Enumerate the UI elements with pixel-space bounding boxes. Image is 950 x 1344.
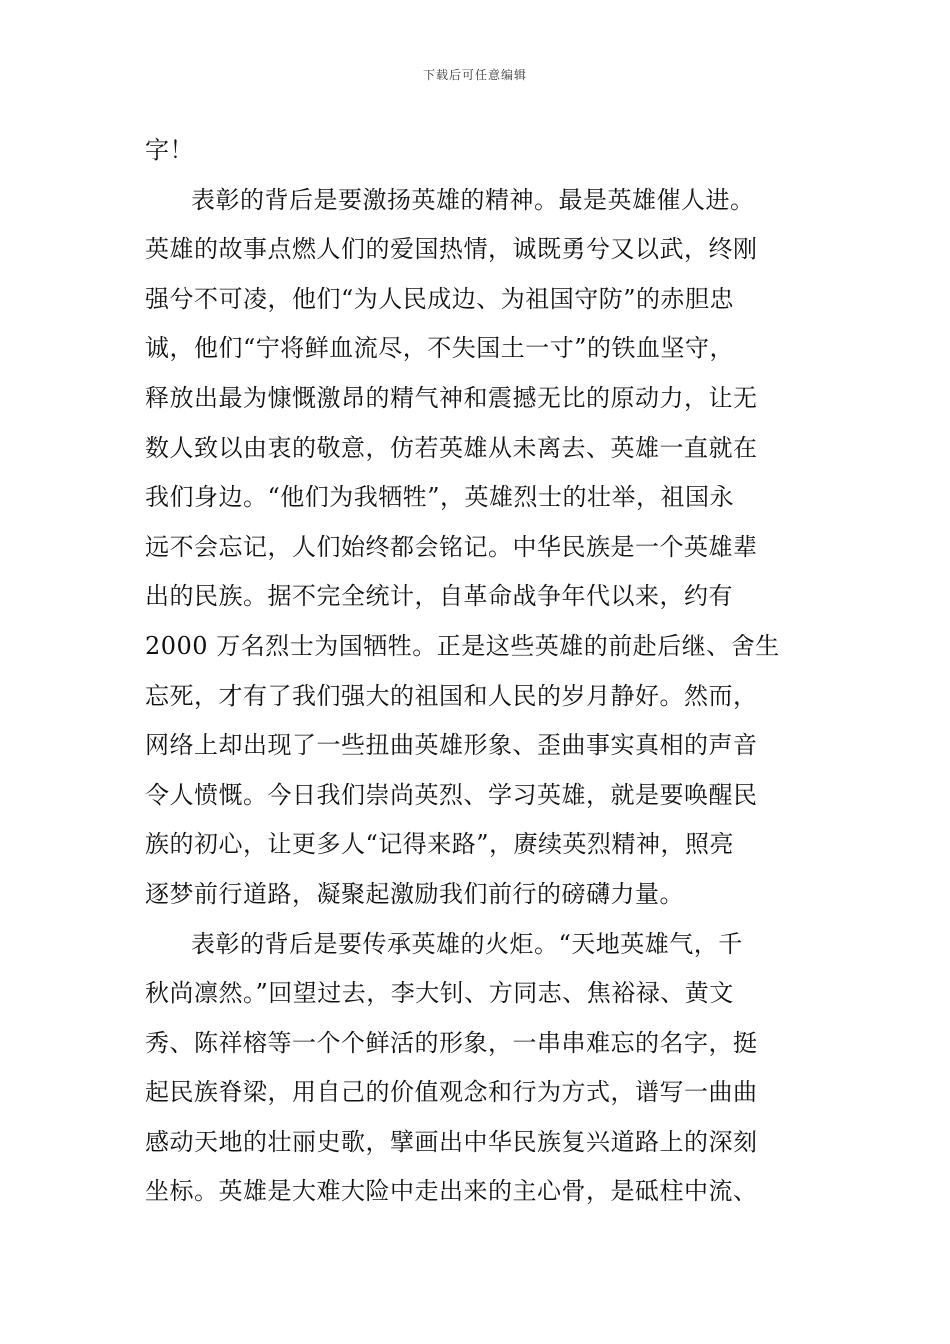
text-line: 释放出最为慷慨激昂的精气神和震撼无比的原动力，让无 [145, 383, 758, 412]
text-line: 英雄的故事点燃人们的爱国热情，诚既勇兮又以武，终刚 [145, 235, 758, 264]
text-line: 族的初心，让更多人“记得来路”，赓续英烈精神，照亮 [145, 830, 735, 859]
text-line: 我们身边。“他们为我牺牲”，英雄烈士的壮举，祖国永 [145, 483, 735, 512]
text-line: 字！ [145, 136, 194, 164]
text-line: 2000 万名烈士为国牺牲。正是这些英雄的前赴后继、舍生 [145, 631, 780, 660]
text-line: 出的民族。据不完全统计，自革命战争年代以来，约有 [145, 582, 733, 611]
text-line: 逐梦前行道路，凝聚起激励我们前行的磅礴力量。 [145, 879, 684, 908]
text-line: 数人致以由衷的敬意，仿若英雄从未离去、英雄一直就在 [145, 433, 758, 462]
text-line: 远不会忘记，人们始终都会铭记。中华民族是一个英雄辈 [145, 532, 758, 561]
paragraph-first-line: 表彰的背后是要激扬英雄的精神。最是英雄催人进。 [191, 185, 755, 214]
document-body [145, 126, 810, 1217]
text-line: 起民族脊梁，用自己的价值观念和行为方式，谱写一曲曲 [145, 1078, 758, 1107]
text-line: 感动天地的壮丽史歌，擘画出中华民族复兴道路上的深刻 [145, 1127, 758, 1156]
text-line: 秋尚凛然。”回望过去，李大钊、方同志、焦裕禄、黄文 [145, 979, 734, 1008]
text-line: 坐标。英雄是大难大险中走出来的主心骨，是砥柱中流、 [145, 1177, 758, 1206]
page-header-note: 下载后可任意编辑 [422, 68, 527, 82]
text-line: 诚，他们“宁将鲜血流尽，不失国土一寸”的铁血坚守， [145, 334, 735, 363]
text-line: 忘死，才有了我们强大的祖国和人民的岁月静好。然而， [145, 681, 758, 710]
paragraph-first-line: 表彰的背后是要传承英雄的火炬。“天地英雄气，千 [191, 929, 743, 958]
text-line: 强兮不可凌，他们“为人民成边、为祖国守防”的赤胆忠 [145, 284, 735, 313]
text-line: 秀、陈祥榕等一个个鲜活的形象，一串串难忘的名字，挺 [145, 1028, 758, 1057]
text-line: 令人愤慨。今日我们崇尚英烈、学习英雄，就是要唤醒民 [145, 780, 758, 809]
text-line: 网络上却出现了一些扭曲英雄形象、歪曲事实真相的声音 [145, 731, 758, 760]
